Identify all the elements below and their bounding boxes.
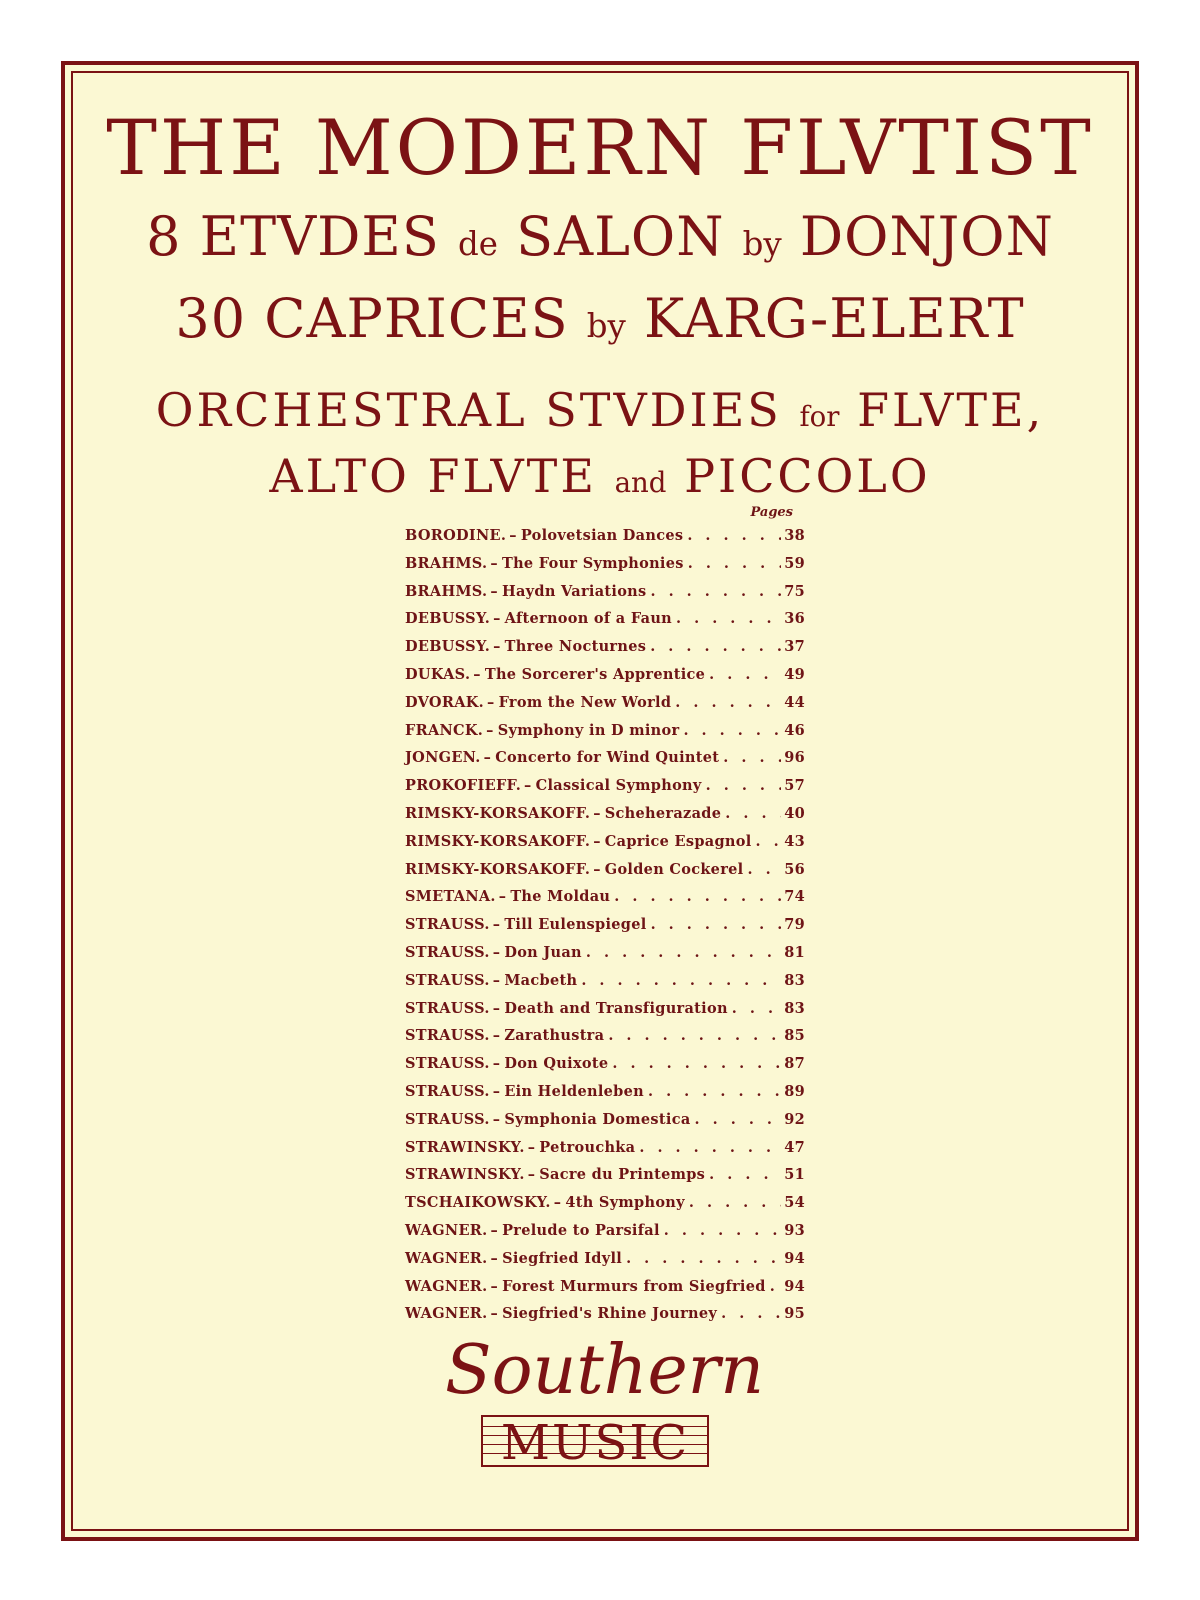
- work-title: Classical Symphony: [535, 777, 702, 795]
- dot-leader: [719, 749, 781, 766]
- separator-dash: –: [473, 665, 481, 683]
- logo-script-text: Southern: [445, 1331, 764, 1410]
- separator-dash: –: [490, 1277, 499, 1295]
- contents-row: [405, 916, 805, 944]
- contents-row: [405, 1194, 805, 1222]
- contents-row: [405, 666, 805, 694]
- contents-row: [405, 1000, 805, 1028]
- dot-leader: [702, 777, 781, 794]
- page-number: 54: [784, 1194, 805, 1212]
- dot-leader: [766, 1278, 781, 1295]
- page-number: 94: [784, 1249, 805, 1267]
- page-number: 57: [784, 777, 805, 795]
- separator-dash: –: [493, 610, 501, 628]
- work-title: Macbeth: [504, 971, 578, 989]
- subtitle-text: 30 CAPRICES: [175, 287, 569, 350]
- subtitle-text: KARG-ELERT: [644, 287, 1025, 350]
- page-number: 49: [784, 665, 805, 683]
- subtitle-orchestral: [65, 383, 1135, 437]
- contents-row: [405, 833, 805, 861]
- work-title: Polovetsian Dances: [520, 527, 684, 544]
- contents-list: [405, 527, 805, 1333]
- contents-row: [405, 638, 805, 666]
- work-title: Prelude to Parsifal: [502, 1221, 660, 1239]
- separator-dash: –: [527, 1166, 536, 1184]
- work-title: Death and Transfiguration: [504, 999, 728, 1017]
- separator-dash: –: [553, 1194, 562, 1212]
- dot-leader: [721, 805, 781, 822]
- work-title: Concerto for Wind Quintet: [495, 749, 720, 767]
- page-number: 46: [784, 721, 805, 739]
- contents-row: [405, 888, 805, 916]
- composer-name: BORODINE.: [405, 527, 507, 544]
- main-title-text: THE MODERN FLVTIST: [106, 103, 1094, 192]
- separator-dash: –: [483, 749, 492, 767]
- separator-dash: –: [492, 1027, 501, 1045]
- page-number: 85: [784, 1027, 805, 1045]
- dot-leader: [683, 527, 781, 544]
- dot-leader: [647, 916, 781, 933]
- page-number: 56: [784, 860, 805, 878]
- contents-row: [405, 777, 805, 805]
- page-number: 37: [784, 638, 805, 656]
- composer-name: SMETANA.: [405, 888, 496, 906]
- composer-name: STRAUSS.: [405, 1027, 490, 1045]
- separator-dash: –: [490, 1221, 499, 1239]
- subtitle-text: ALTO FLVTE: [269, 449, 597, 503]
- work-title: Scheherazade: [604, 804, 722, 822]
- composer-name: RIMSKY-KORSAKOFF.: [405, 860, 591, 878]
- separator-dash: –: [527, 1138, 536, 1156]
- page-number: 51: [784, 1166, 805, 1184]
- dot-leader: [705, 666, 781, 683]
- work-title: From the New World: [498, 693, 672, 711]
- dot-leader: [582, 944, 781, 961]
- composer-name: STRAUSS.: [405, 1055, 490, 1073]
- dot-leader: [635, 1139, 781, 1156]
- contents-row: [405, 722, 805, 750]
- work-title: Don Quixote: [504, 1055, 609, 1073]
- separator-dash: –: [490, 582, 498, 600]
- subtitle-text: by: [586, 307, 626, 345]
- page-number: 93: [784, 1221, 805, 1239]
- subtitle-karg-elert: [65, 287, 1135, 350]
- separator-dash: –: [490, 1305, 499, 1323]
- separator-dash: –: [492, 1110, 501, 1128]
- contents-row: [405, 1166, 805, 1194]
- composer-name: STRAWINSKY.: [405, 1138, 525, 1156]
- work-title: 4th Symphony: [565, 1194, 685, 1212]
- contents-row: [405, 861, 805, 889]
- dot-leader: [728, 1000, 781, 1017]
- work-title: Sacre du Printemps: [539, 1166, 706, 1184]
- subtitle-donjon: [65, 205, 1135, 268]
- separator-dash: –: [498, 888, 507, 906]
- contents-row: [405, 1139, 805, 1167]
- separator-dash: –: [593, 860, 601, 878]
- page-number: 94: [784, 1277, 805, 1295]
- composer-name: WAGNER.: [405, 1305, 488, 1323]
- dot-leader: [671, 694, 781, 711]
- work-title: Ein Heldenleben: [504, 1082, 644, 1100]
- work-title: The Sorcerer's Apprentice: [484, 665, 706, 683]
- separator-dash: –: [593, 832, 601, 850]
- cover-frame: [61, 61, 1139, 1541]
- main-title: [65, 103, 1135, 192]
- contents-row: [405, 527, 805, 555]
- contents-row: [405, 972, 805, 1000]
- contents-row: [405, 1278, 805, 1306]
- composer-name: JONGEN.: [405, 749, 481, 767]
- page-number: 95: [784, 1305, 805, 1323]
- work-title: Don Juan: [504, 943, 582, 961]
- page-number: 83: [784, 999, 805, 1017]
- page-number: 81: [784, 943, 805, 961]
- composer-name: RIMSKY-KORSAKOFF.: [405, 804, 591, 822]
- subtitle-text: for: [799, 400, 840, 433]
- separator-dash: –: [486, 721, 494, 739]
- dot-leader: [691, 1111, 781, 1128]
- work-title: Petrouchka: [539, 1138, 636, 1156]
- work-title: Till Eulenspiegel: [504, 916, 647, 934]
- publisher-logo: [445, 1331, 764, 1477]
- contents-row: [405, 1027, 805, 1055]
- separator-dash: –: [493, 638, 501, 656]
- dot-leader: [752, 833, 781, 850]
- dot-leader: [646, 583, 781, 600]
- work-title: The Moldau: [510, 888, 611, 906]
- composer-name: DEBUSSY.: [405, 610, 491, 628]
- separator-dash: –: [487, 693, 495, 711]
- subtitle-text: PICCOLO: [684, 449, 931, 503]
- contents-row: [405, 805, 805, 833]
- composer-name: STRAUSS.: [405, 943, 490, 961]
- dot-leader: [608, 1055, 781, 1072]
- contents-row: [405, 944, 805, 972]
- work-title: Symphonia Domestica: [504, 1110, 691, 1128]
- composer-name: STRAUSS.: [405, 1110, 490, 1128]
- work-title: Three Nocturnes: [504, 638, 647, 656]
- separator-dash: –: [492, 1055, 501, 1073]
- contents-row: [405, 555, 805, 583]
- subtitle-text: DONJON: [799, 205, 1054, 268]
- composer-name: STRAUSS.: [405, 971, 490, 989]
- subtitle-text: de: [458, 225, 498, 263]
- logo-music-text: MUSIC: [500, 1415, 690, 1471]
- composer-name: DVORAK.: [405, 693, 484, 711]
- dot-leader: [743, 861, 781, 878]
- composer-name: BRAHMS.: [405, 582, 488, 600]
- contents-row: [405, 1083, 805, 1111]
- separator-dash: –: [593, 804, 601, 822]
- composer-name: WAGNER.: [405, 1249, 488, 1267]
- dot-leader: [604, 1027, 781, 1044]
- page-number: 59: [784, 554, 805, 572]
- separator-dash: –: [509, 527, 517, 544]
- page-number: 75: [784, 582, 805, 600]
- composer-name: BRAHMS.: [405, 554, 488, 572]
- page-number: 89: [784, 1082, 805, 1100]
- composer-name: STRAWINSKY.: [405, 1166, 525, 1184]
- page-number: 38: [784, 527, 805, 544]
- contents-row: [405, 1222, 805, 1250]
- composer-name: WAGNER.: [405, 1277, 488, 1295]
- dot-leader: [610, 888, 781, 905]
- separator-dash: –: [492, 943, 501, 961]
- composer-name: FRANCK.: [405, 721, 484, 739]
- contents-row: [405, 1111, 805, 1139]
- dot-leader: [685, 1194, 781, 1211]
- composer-name: STRAUSS.: [405, 999, 490, 1017]
- work-title: Forest Murmurs from Siegfried: [502, 1277, 766, 1295]
- page-number: 87: [784, 1055, 805, 1073]
- dot-leader: [660, 1222, 781, 1239]
- work-title: The Four Symphonies: [501, 554, 684, 572]
- work-title: Symphony in D minor: [497, 721, 680, 739]
- work-title: Golden Cockerel: [604, 860, 744, 878]
- dot-leader: [672, 610, 781, 627]
- separator-dash: –: [492, 916, 501, 934]
- dot-leader: [577, 972, 781, 989]
- separator-dash: –: [492, 1082, 501, 1100]
- logo-music-block: [481, 1415, 709, 1471]
- separator-dash: –: [524, 777, 532, 795]
- page-number: 43: [784, 832, 805, 850]
- work-title: Siegfried's Rhine Journey: [502, 1305, 718, 1323]
- subtitle-text: and: [614, 466, 667, 499]
- contents-row: [405, 694, 805, 722]
- page-number: 79: [784, 916, 805, 934]
- page-number: 83: [784, 971, 805, 989]
- composer-name: TSCHAIKOWSKY.: [405, 1194, 551, 1212]
- composer-name: STRAUSS.: [405, 916, 490, 934]
- separator-dash: –: [492, 999, 501, 1017]
- subtitle-instruments: [65, 449, 1135, 503]
- dot-leader: [705, 1166, 781, 1183]
- separator-dash: –: [490, 554, 498, 572]
- subtitle-text: 8 ETVDES: [146, 205, 440, 268]
- page-number: 36: [784, 610, 805, 628]
- page-number: 74: [784, 888, 805, 906]
- composer-name: WAGNER.: [405, 1221, 488, 1239]
- composer-name: DEBUSSY.: [405, 638, 491, 656]
- page-number: 44: [784, 693, 805, 711]
- separator-dash: –: [492, 971, 501, 989]
- dot-leader: [622, 1250, 781, 1267]
- work-title: Siegfried Idyll: [502, 1249, 623, 1267]
- dot-leader: [644, 1083, 781, 1100]
- subtitle-text: FLVTE,: [857, 383, 1045, 437]
- composer-name: PROKOFIEFF.: [405, 777, 522, 795]
- dot-leader: [717, 1305, 781, 1322]
- work-title: Haydn Variations: [501, 582, 647, 600]
- composer-name: DUKAS.: [405, 665, 471, 683]
- subtitle-text: ORCHESTRAL STVDIES: [155, 383, 782, 437]
- contents-row: [405, 1250, 805, 1278]
- separator-dash: –: [490, 1249, 499, 1267]
- contents-row: [405, 610, 805, 638]
- dot-leader: [646, 638, 781, 655]
- composer-name: STRAUSS.: [405, 1082, 490, 1100]
- page-number: 92: [784, 1110, 805, 1128]
- pages-column-header: Pages: [750, 505, 793, 520]
- dot-leader: [684, 555, 781, 572]
- work-title: Caprice Espagnol: [604, 832, 752, 850]
- contents-row: [405, 1305, 805, 1333]
- subtitle-text: by: [742, 225, 782, 263]
- work-title: Zarathustra: [504, 1027, 605, 1045]
- page-number: 47: [784, 1138, 805, 1156]
- page-number: 96: [784, 749, 805, 767]
- page-number: 40: [784, 804, 805, 822]
- contents-row: [405, 1055, 805, 1083]
- contents-row: [405, 749, 805, 777]
- dot-leader: [679, 722, 781, 739]
- contents-row: [405, 583, 805, 611]
- composer-name: RIMSKY-KORSAKOFF.: [405, 832, 591, 850]
- work-title: Afternoon of a Faun: [504, 610, 673, 628]
- subtitle-text: SALON: [516, 205, 725, 268]
